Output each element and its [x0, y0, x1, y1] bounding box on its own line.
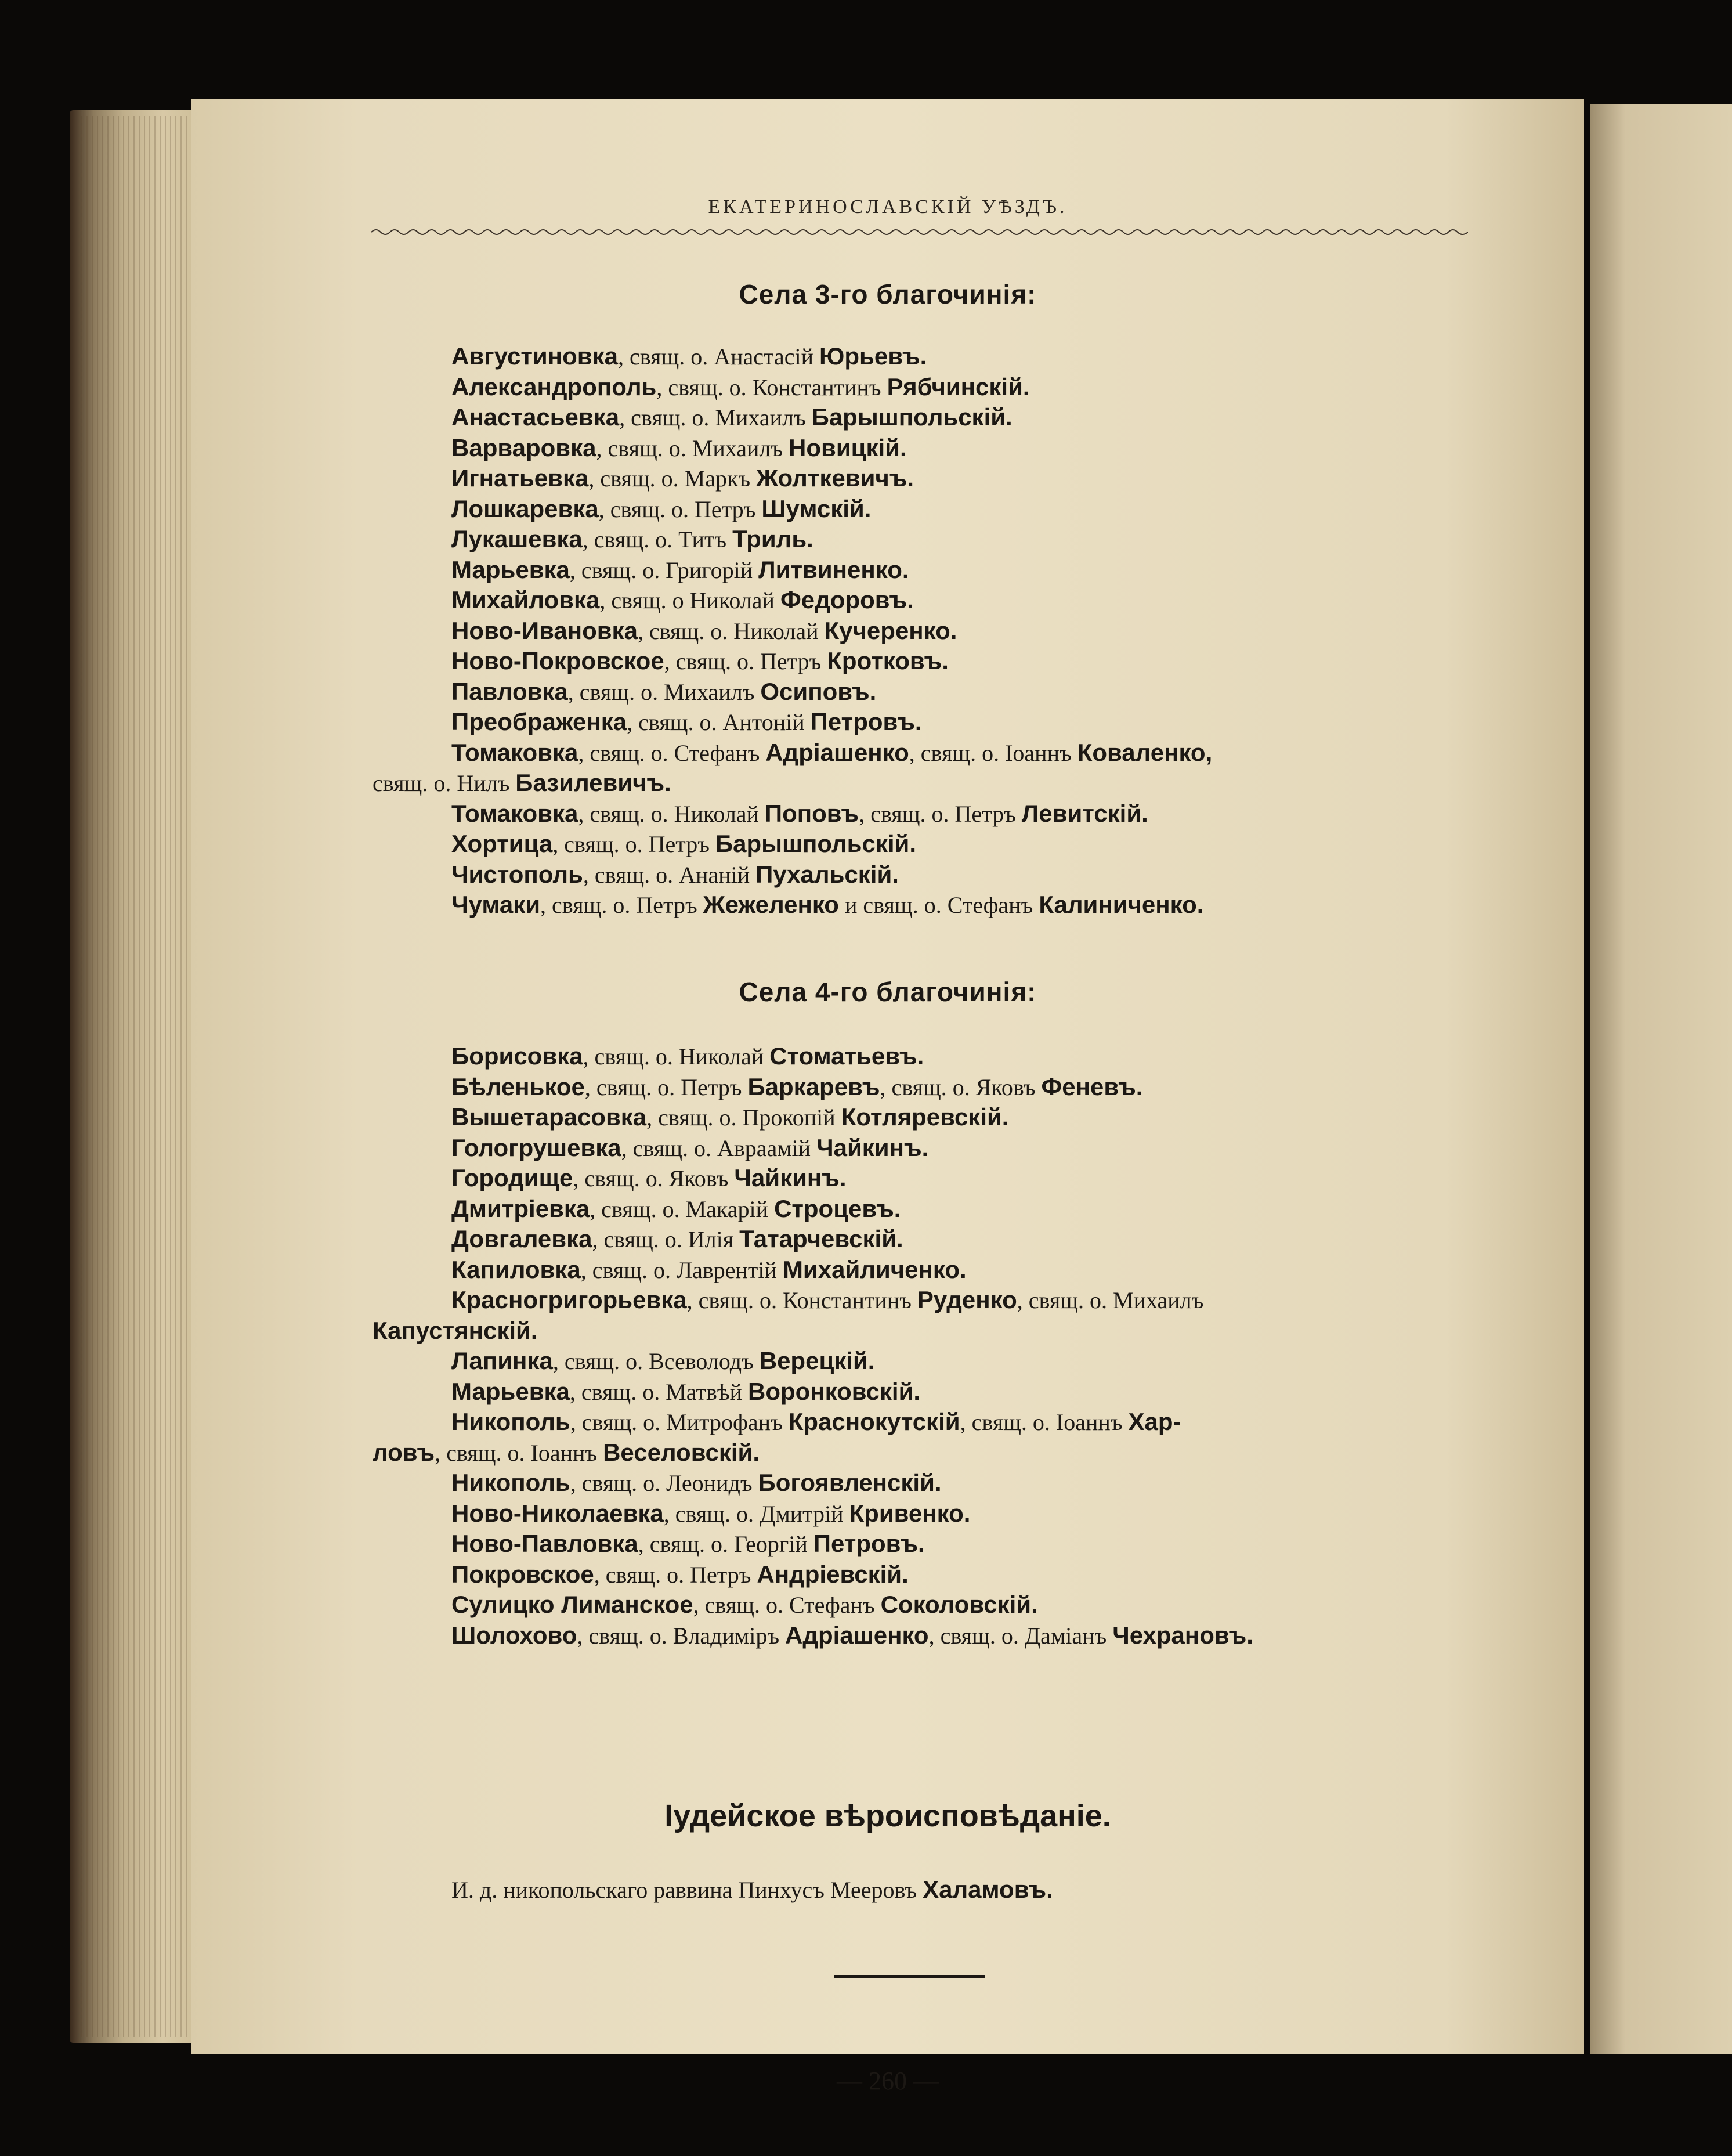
village-name: Михайловка	[451, 586, 600, 613]
village-name: Марьевка	[451, 555, 570, 583]
priest-text: , свящ. о. Петръ	[584, 1074, 748, 1100]
list-item	[451, 677, 876, 707]
priest-surname: Кривенко.	[849, 1499, 971, 1527]
list-item	[451, 616, 957, 647]
village-name: Шолохово	[451, 1621, 577, 1649]
priest-text: , свящ. о. Дмитрій	[663, 1500, 849, 1527]
priest-text: , свящ. о. Георгій	[638, 1531, 813, 1557]
village-name: Ново-Николаевка	[451, 1499, 664, 1527]
priest-surname: Федоровъ.	[780, 586, 914, 613]
priest-surname: Баркаревъ	[747, 1072, 880, 1100]
list-item	[451, 1224, 903, 1255]
list-item-continuation	[373, 1438, 760, 1468]
priest-text: , свящ. о. Ананій	[583, 861, 756, 888]
village-name: Томаковка	[451, 799, 578, 827]
priest-text: , свящ. о. Петръ	[598, 496, 762, 522]
village-name: Красногригорьевка	[451, 1286, 687, 1313]
priest-surname: Строцевъ.	[774, 1194, 901, 1222]
village-name: Анастасьевка	[451, 403, 620, 431]
list-item	[451, 372, 1030, 403]
priest-text: , свящ. о. Константинъ	[656, 374, 887, 400]
priest-text: , свящ. о. Яковъ	[880, 1074, 1042, 1100]
list-item	[451, 1559, 909, 1590]
village-name: Капиловка	[451, 1255, 581, 1283]
list-item	[451, 799, 1148, 829]
section-4-title: Села 4-го благочинія:	[739, 977, 1037, 1007]
village-name: Преображенка	[451, 708, 627, 735]
priest-surname: Андріевскій.	[757, 1560, 909, 1588]
priest-text: , свящ. о. Петръ	[552, 831, 715, 857]
priest-surname: Воронковскій.	[747, 1377, 921, 1405]
page-number: — 260 —	[837, 2067, 939, 2095]
priest-text: и свящ. о. Стефанъ	[838, 892, 1039, 918]
priest-text: свящ. о. Нилъ	[373, 770, 516, 796]
village-name: Лапинка	[451, 1347, 553, 1374]
jewish-faith-title: Іудейское вѣроисповѣданіе.	[664, 1799, 1111, 1833]
priest-text: , свящ. о. Митрофанъ	[570, 1409, 789, 1435]
list-item	[451, 1529, 925, 1559]
closing-rule	[834, 1975, 985, 1978]
list-item	[451, 524, 813, 555]
priest-surname: Барышпольскій.	[715, 830, 916, 857]
priest-text: , свящ. о. Маркъ	[588, 465, 757, 492]
priest-surname: Литвиненко.	[758, 555, 909, 583]
list-item	[451, 859, 899, 890]
list-item	[451, 1255, 967, 1285]
village-name: Бѣленькое	[451, 1072, 585, 1100]
facing-page-edge	[1590, 104, 1732, 2054]
village-name: Лошкаревка	[451, 494, 599, 522]
priest-surname: Стоматьевъ.	[769, 1042, 924, 1070]
priest-surname: Базилевичъ.	[515, 769, 671, 796]
village-name: Павловка	[451, 677, 568, 705]
village-name: Довгалевка	[451, 1225, 592, 1252]
priest-text: , свящ. о. Леонидъ	[570, 1470, 758, 1496]
priest-text: , свящ. о. Петръ	[664, 648, 827, 674]
village-name: Томаковка	[451, 738, 578, 766]
priest-text: , свящ. о. Илія	[592, 1226, 740, 1252]
list-item	[451, 1285, 1203, 1316]
priest-text: , свящ. о. Михаилъ	[567, 678, 761, 705]
priest-text: , свящ. о. Анастасій	[617, 344, 820, 370]
priest-text: , свящ. о. Іоаннъ	[960, 1409, 1129, 1435]
priest-text: , свящ. о. Николай	[637, 617, 825, 644]
priest-surname: Пухальскій.	[755, 860, 899, 888]
priest-text: , свящ. о. Николай	[578, 800, 765, 827]
rabbi-surname: Халамовъ.	[923, 1876, 1053, 1903]
village-name: Августиновка	[451, 342, 618, 370]
village-name: Хортица	[451, 830, 553, 857]
list-item	[451, 1163, 847, 1194]
list-item	[451, 585, 914, 616]
list-item	[451, 341, 927, 372]
priest-text: , свящ. о. Лаврентій	[580, 1256, 783, 1283]
list-item	[451, 1407, 1181, 1438]
priest-surname: Веселовскій.	[603, 1438, 760, 1466]
priest-surname: Петровъ.	[810, 708, 922, 735]
priest-text: , свящ. о. Макарій	[590, 1196, 774, 1222]
village-name: Чистополь	[451, 860, 583, 888]
list-item	[451, 1072, 1142, 1103]
list-item	[451, 1102, 1008, 1133]
priest-surname: Руденко	[917, 1286, 1017, 1313]
village-name: Игнатьевка	[451, 464, 589, 492]
priest-text: , свящ. о. Петръ	[859, 800, 1022, 827]
priest-text: , свящ. о Николай	[599, 587, 780, 613]
priest-text: , свящ. о. Михаилъ	[1017, 1287, 1204, 1313]
priest-surname: Левитскій.	[1021, 799, 1148, 827]
list-item	[451, 433, 907, 464]
list-item	[451, 707, 922, 738]
priest-text: , свящ. о. Стефанъ	[578, 739, 766, 766]
list-item	[451, 402, 1013, 433]
village-name: Чумаки	[451, 891, 541, 918]
priest-surname: Хар-	[1128, 1408, 1181, 1435]
priest-surname: Барышпольскій.	[811, 403, 1013, 431]
priest-surname: Адріашенко	[765, 738, 909, 766]
list-item	[451, 1194, 901, 1225]
priest-text: , свящ. о. Стефанъ	[693, 1592, 881, 1618]
village-name: Марьевка	[451, 1377, 570, 1405]
priest-surname: Феневъ.	[1041, 1072, 1143, 1100]
priest-surname: Чехрановъ.	[1112, 1621, 1253, 1649]
village-name: Покровское	[451, 1560, 594, 1588]
priest-surname: Жолткевичъ.	[756, 464, 914, 492]
priest-text: , свящ. о. Іоаннъ	[909, 739, 1077, 766]
list-item	[451, 646, 949, 677]
priest-surname: Михайличенко.	[782, 1255, 967, 1283]
priest-surname: Капустянскій.	[373, 1316, 538, 1344]
list-item	[451, 1590, 1038, 1620]
priest-surname: Татарчевскій.	[739, 1225, 903, 1252]
village-name: Городище	[451, 1164, 573, 1191]
rabbi-line-prefix: И. д. никопольскаго раввина Пинхусъ Мееровъ	[451, 1877, 923, 1903]
village-name: Вышетарасовка	[451, 1103, 647, 1131]
priest-surname: Рябчинскій.	[887, 373, 1030, 400]
village-name: Ново-Ивановка	[451, 616, 638, 644]
priest-text: , свящ. о. Прокопій	[646, 1104, 841, 1131]
priest-surname: Богоявленскій.	[758, 1469, 942, 1496]
priest-text: , свящ. о. Іоаннъ	[435, 1439, 603, 1466]
running-head: ЕКАТЕРИНОСЛАВСКІЙ УѢЗДЪ.	[708, 196, 1068, 218]
priest-surname: Котляревскій.	[841, 1103, 1009, 1131]
priest-text: , свящ. о. Владиміръ	[577, 1622, 786, 1649]
priest-surname: Коваленко,	[1077, 738, 1213, 766]
priest-text: , свящ. о. Даміанъ	[928, 1622, 1113, 1649]
village-name: Никополь	[451, 1469, 570, 1496]
priest-surname: Осиповъ.	[760, 677, 877, 705]
priest-surname: ловъ	[373, 1438, 435, 1466]
village-name: Сулицко Лиманское	[451, 1591, 693, 1618]
priest-surname: Верецкій.	[759, 1347, 875, 1374]
priest-text: , свящ. о. Николай	[583, 1043, 770, 1070]
priest-text: , свящ. о. Михаилъ	[619, 405, 812, 431]
priest-surname: Юрьевъ.	[819, 342, 927, 370]
priest-surname: Шумскій.	[761, 494, 872, 522]
list-item	[451, 738, 1212, 768]
rabbi-line	[451, 1876, 1053, 1904]
priest-surname: Поповъ	[764, 799, 859, 827]
priest-text: , свящ. о. Антоній	[627, 709, 811, 735]
book-page-edge-lines	[81, 116, 197, 2037]
priest-surname: Соколовскій.	[880, 1591, 1038, 1618]
list-item	[451, 1620, 1253, 1651]
list-item	[451, 1498, 970, 1529]
priest-surname: Триль.	[732, 525, 813, 552]
list-item	[451, 494, 871, 525]
priest-surname: Чайкинъ.	[816, 1133, 929, 1161]
village-name: Ново-Павловка	[451, 1530, 638, 1557]
priest-text: , свящ. о. Титъ	[582, 526, 733, 552]
list-item	[451, 463, 914, 494]
list-item	[451, 555, 909, 586]
priest-text: , свящ. о. Всеволодъ	[552, 1348, 760, 1374]
village-name: Борисовка	[451, 1042, 583, 1070]
list-item	[451, 1133, 928, 1164]
list-item-continuation	[373, 768, 671, 799]
priest-surname: Чайкинъ.	[734, 1164, 847, 1191]
book-page	[191, 99, 1584, 2095]
village-name: Никополь	[451, 1408, 570, 1435]
priest-text: , свящ. о. Яковъ	[573, 1165, 735, 1191]
priest-text: , свящ. о. Петръ	[540, 892, 703, 918]
section-3-title: Села 3-го благочинія:	[739, 279, 1037, 309]
priest-surname: Новицкій.	[789, 434, 907, 461]
priest-surname: Кротковъ.	[827, 647, 949, 674]
village-name: Лукашевка	[451, 525, 583, 552]
list-item	[451, 1377, 920, 1407]
priest-surname: Краснокутскій	[788, 1408, 960, 1435]
list-item	[451, 890, 1203, 920]
list-item	[451, 1041, 924, 1072]
priest-text: , свящ. о. Константинъ	[686, 1287, 917, 1313]
priest-text: , свящ. о. Авраамій	[621, 1135, 817, 1161]
priest-surname: Кучеренко.	[824, 616, 957, 644]
priest-text: , свящ. о. Петръ	[594, 1561, 757, 1588]
priest-surname: Жежеленко	[703, 891, 839, 918]
village-name: Ново-Покровское	[451, 647, 664, 674]
village-name: Варваровка	[451, 434, 596, 461]
priest-text: , свящ. о. Матвѣй	[569, 1378, 748, 1405]
ornamental-wavy-rule	[371, 227, 1468, 237]
priest-surname: Адріашенко	[785, 1621, 929, 1649]
list-item	[451, 1346, 874, 1377]
priest-surname: Калиниченко.	[1039, 891, 1204, 918]
village-name: Дмитріевка	[451, 1194, 590, 1222]
list-item-continuation	[373, 1316, 538, 1346]
priest-surname: Петровъ.	[813, 1530, 925, 1557]
village-name: Гологрушевка	[451, 1133, 621, 1161]
village-name: Александрополь	[451, 373, 657, 400]
priest-text: , свящ. о. Михаилъ	[596, 435, 789, 461]
priest-text: , свящ. о. Григорій	[569, 557, 759, 583]
list-item	[451, 1468, 942, 1498]
list-item	[451, 829, 916, 859]
